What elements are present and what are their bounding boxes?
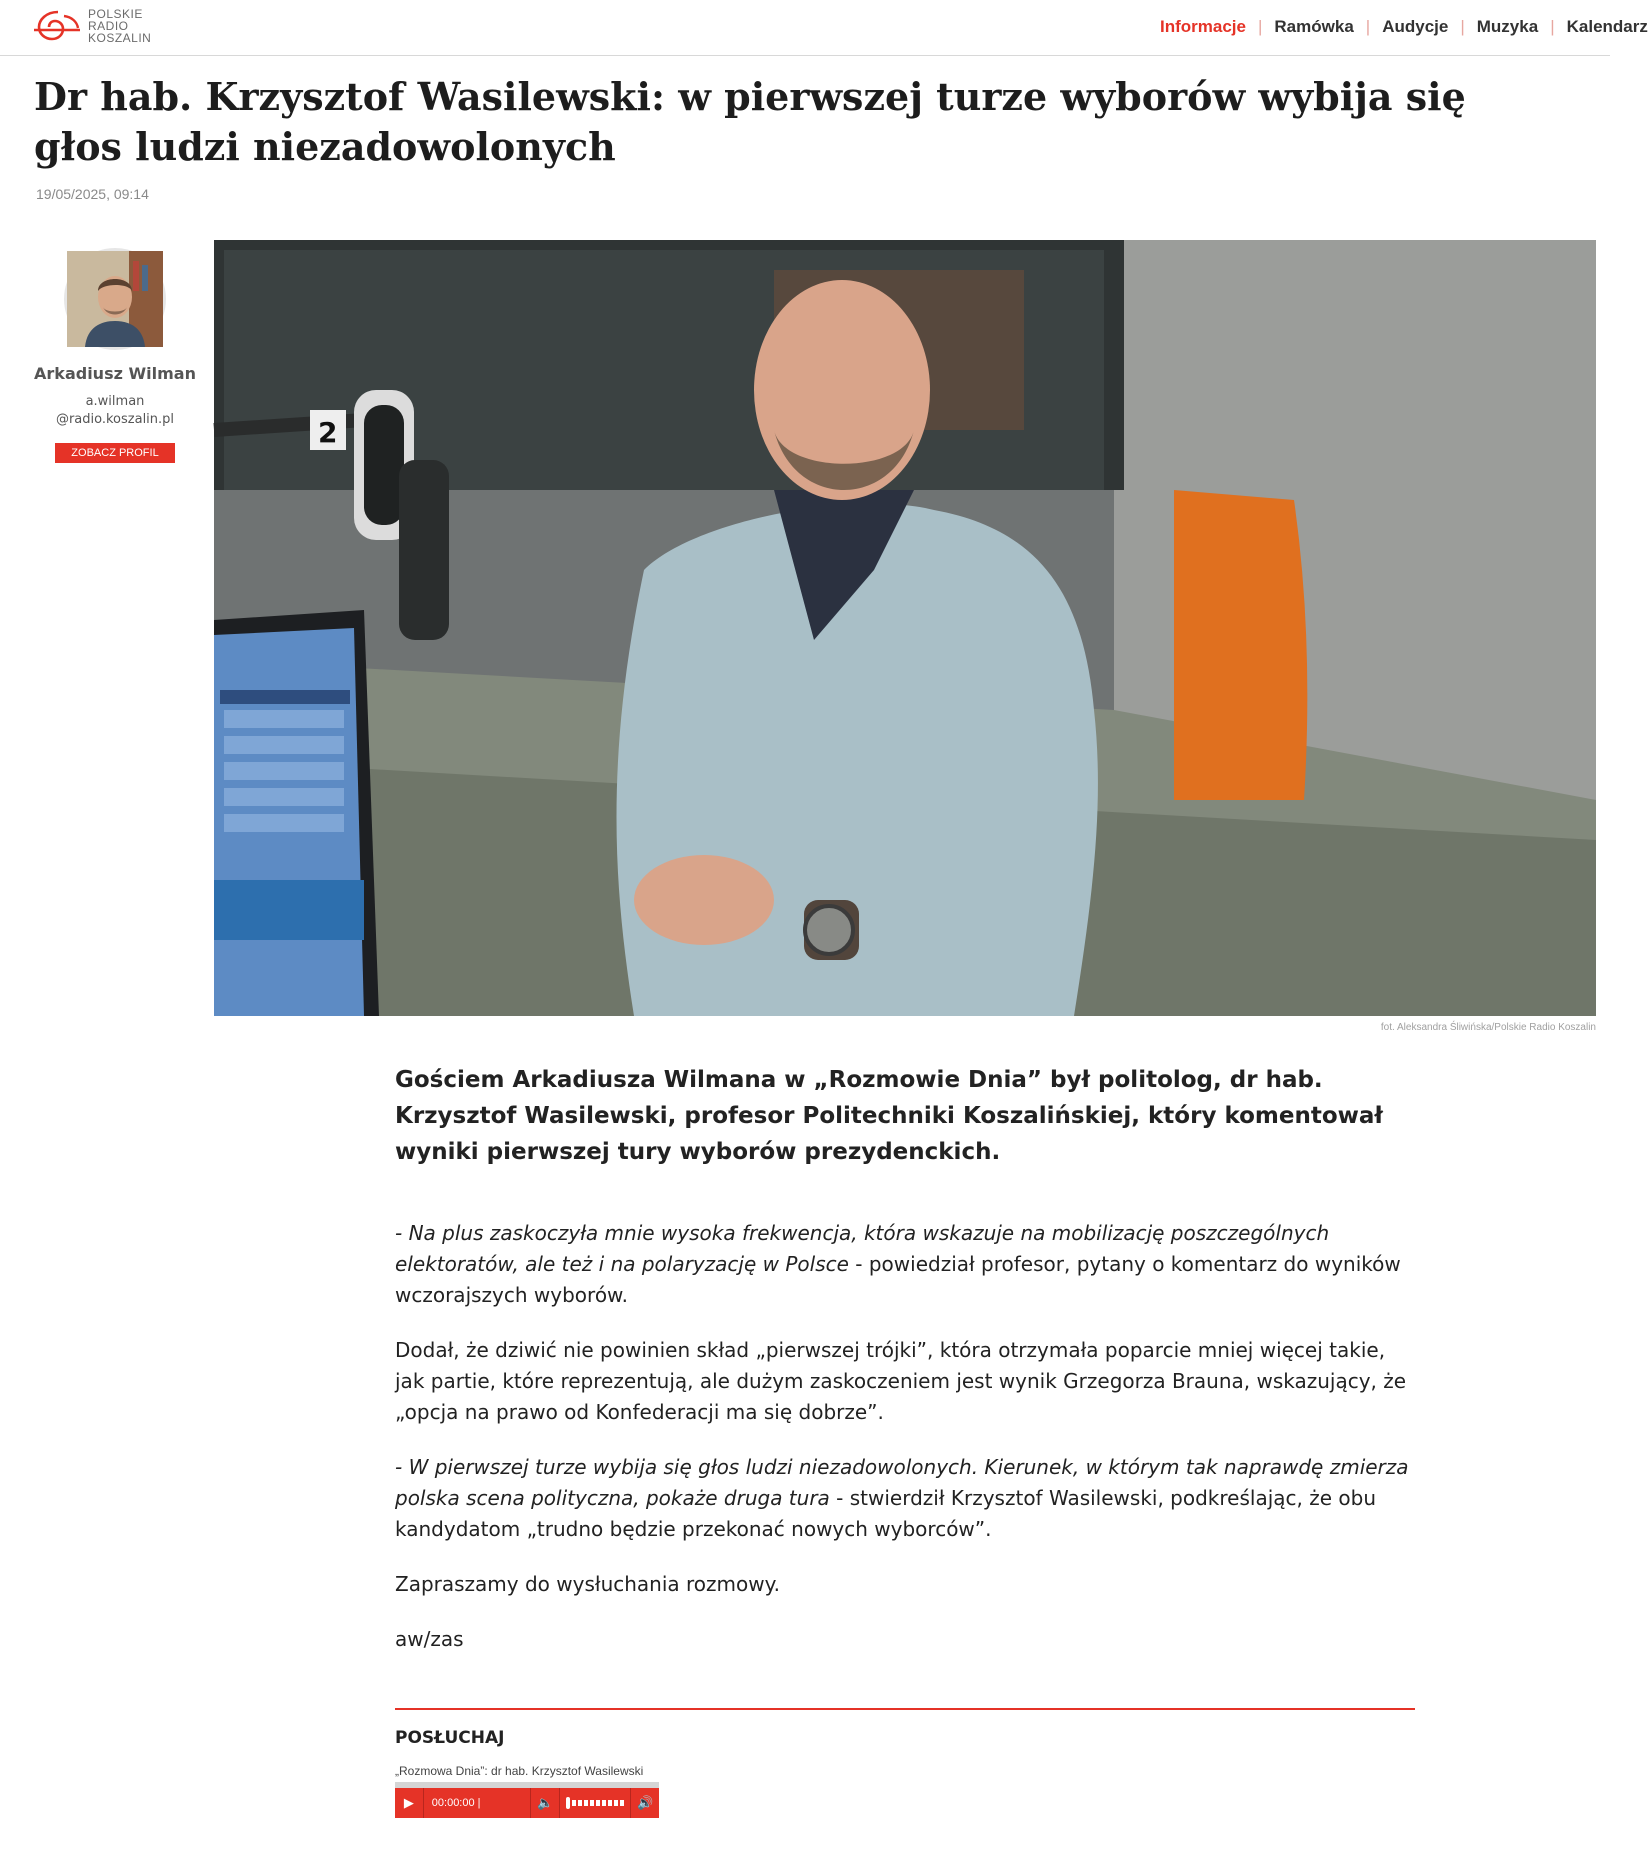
nav-separator: | [1550, 17, 1555, 36]
volume-segment [572, 1800, 576, 1806]
play-button[interactable] [395, 1788, 424, 1818]
volume-segment [584, 1800, 588, 1806]
article-date: 19/05/2025, 09:14 [36, 186, 149, 202]
paragraph-1-quote: - Na plus zaskoczyła mnie wysoka frekwencja, która wskazuje na mobilizację poszczególnych elektoratów, ale też i na polaryzację w Polsce [395, 1221, 1330, 1276]
volume-knob[interactable] [566, 1797, 570, 1809]
author-name[interactable]: Arkadiusz Wilman [34, 364, 196, 383]
paragraph-3 [395, 1452, 1415, 1545]
nav-item-ramowka[interactable]: Ramówka [1274, 17, 1354, 36]
see-profile-button[interactable]: ZOBACZ PROFIL [55, 443, 174, 463]
volume-segment [608, 1800, 612, 1806]
author-email-line-1: a.wilman [85, 394, 145, 409]
paragraph-2: Dodał, że dziwić nie powinien skład „pierwszej trójki”, która otrzymała poparcie mniej więcej takie, jak partie, które reprezentują, ale dużym zaskoczeniem jest wynik Grzegorza Brauna, wskazujący, że „opcja na prawo od Konfederacji ma się dobrze”. [395, 1338, 1407, 1424]
player-time: 00:00:00 | 00:00:00 [424, 1788, 532, 1818]
nav-item-muzyka[interactable]: Muzyka [1476, 17, 1539, 36]
avatar[interactable] [64, 248, 166, 350]
main-nav [1160, 17, 1648, 37]
nav-item-kalendarz[interactable]: Kalendarz [1566, 17, 1648, 36]
paragraph-3-quote: - W pierwszej turze wybija się głos ludzi niezadowolonych. Kierunek, w którym tak naprawdę zmierza polska scena polityczna, pokaże druga tura [395, 1455, 1409, 1510]
avatar-portrait-icon [67, 251, 163, 347]
nav-separator: | [1365, 17, 1371, 36]
audio-player [395, 1782, 659, 1839]
speaker-icon: 🔈 [537, 1795, 554, 1811]
logo-line-1: POLSKIE [88, 7, 143, 21]
listen-section [395, 1708, 1415, 1839]
studio-photo-illustration [214, 240, 1596, 1016]
author-email-line-2: @radio.koszalin.pl [55, 412, 175, 427]
site-header [0, 0, 1648, 56]
article-photo [214, 240, 1596, 1016]
mute-button[interactable] [531, 1788, 560, 1818]
play-icon: ▶ [403, 1795, 414, 1811]
site-logo[interactable] [34, 8, 151, 44]
volume-slider[interactable] [560, 1797, 630, 1809]
paragraph-4: Zapraszamy do wysłuchania rozmowy. [395, 1572, 780, 1596]
author-card [34, 248, 196, 463]
volume-segment [602, 1800, 606, 1806]
logo-text [88, 8, 151, 44]
article-title: Dr hab. Krzysztof Wasilewski: w pierwszej turze wyborów wybija się głos ludzi niezadowolonych [34, 74, 1466, 169]
volume-segment [614, 1800, 618, 1806]
paragraph-3-text: - stwierdził Krzysztof Wasilewski, podkreślając, że obu kandydatom „trudno będzie przekonać nowych wyborców”. [395, 1486, 1376, 1541]
nav-item-informacje[interactable]: Informacje [1160, 17, 1246, 36]
volume-segment [596, 1800, 600, 1806]
paragraph-1-text: - powiedział profesor, pytany o komentarz do wyników wczorajszych wyborów. [395, 1252, 1401, 1307]
article-lead: Gościem Arkadiusza Wilmana w „Rozmowie Dnia” był politolog, dr hab. Krzysztof Wasilewski, profesor Politechniki Koszalińskiej, który komentował wyniki pierwszej tury wyborów prezydenckich. [395, 1067, 1383, 1165]
mic-number-label: 2 [318, 416, 338, 449]
paragraph-signature: aw/zas [395, 1627, 464, 1651]
volume-segment [620, 1800, 624, 1806]
max-volume-button[interactable] [630, 1788, 659, 1818]
article-body [395, 1062, 1415, 1655]
logo-line-2: RADIO [88, 19, 129, 33]
listen-heading: POSŁUCHAJ [395, 1728, 505, 1748]
photo-caption: fot. Aleksandra Śliwińska/Polskie Radio Koszalin [1380, 1022, 1596, 1033]
speaker-loud-icon: 🔊 [637, 1795, 654, 1811]
logo-mark-icon [34, 8, 82, 44]
nav-separator: | [1257, 17, 1263, 36]
author-email[interactable] [34, 393, 196, 429]
volume-segment [578, 1800, 582, 1806]
nav-item-audycje[interactable]: Audycje [1382, 17, 1449, 36]
paragraph-1 [395, 1218, 1415, 1311]
track-title: „Rozmowa Dnia”: dr hab. Krzysztof Wasilewski [395, 1764, 644, 1778]
nav-separator: | [1460, 17, 1465, 36]
volume-segment [590, 1800, 594, 1806]
logo-line-3: KOSZALIN [88, 31, 152, 45]
